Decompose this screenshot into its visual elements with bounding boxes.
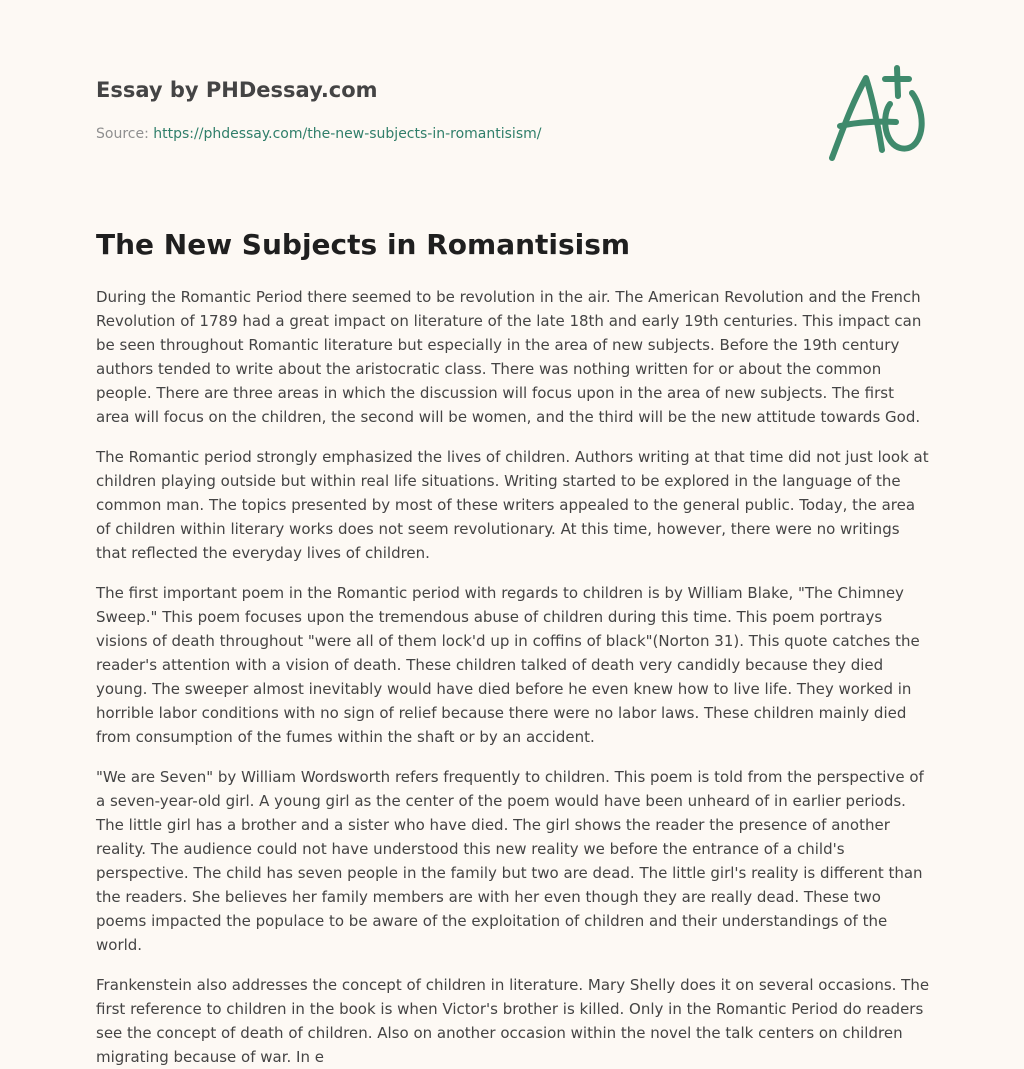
essay-paragraph-4: "We are Seven" by William Wordsworth refers frequently to children. This poem is told from the perspective of a seven-year-old girl. A young girl as the center of the poem would have been unheard of in earlier periods. The little girl has a brother and a sister who have died. The girl shows the reader the presence of another reality. The audience could not have understood this new reality we before the entrance of a child's perspective. The child has seven people in the family but two are dead. The little girl's reality is different than the readers. She believes her family members are with her even though they are really dead. These two poems impacted the populace to be aware of the exploitation of children and their understandings of the world. <box>96 768 924 954</box>
site-brand: Essay by PHDessay.com <box>96 78 378 102</box>
essay-paragraph-1: During the Romantic Period there seemed to be revolution in the air. The American Revolution and the French Revolution of 1789 had a great impact on literature of the late 18th and early 19th centuries. This impact can be seen throughout Romantic literature but especially in the area of new subjects. Before the 19th century authors tended to write about the aristocratic class. There was nothing written for or about the common people. There are three areas in which the discussion will focus upon in the area of new subjects. The first area will focus on the children, the second will be women, and the third will be the new attitude towards God. <box>96 288 922 426</box>
essay-paragraph-3: The first important poem in the Romantic period with regards to children is by William Blake, "The Chimney Sweep." This poem focuses upon the tremendous abuse of children during this time. This poem portrays visions of death throughout "were all of them lock'd up in coffins of black"(Norton 31). This quote catches the reader's attention with a vision of death. These children talked of death very candidly because they died young. The sweeper almost inevitably would have died before he even knew how to live life. They worked in horrible labor conditions with no sign of relief because there were no labor laws. These children mainly died from consumption of the fumes within the shaft or by an accident. <box>96 584 920 746</box>
essay-header <box>96 76 796 144</box>
a-plus-logo-icon <box>820 66 930 166</box>
essay-title: The New Subjects in Romantisism <box>96 228 631 261</box>
essay-paragraph-5: Frankenstein also addresses the concept of children in literature. Mary Shelly does it on several occasions. The first reference to children in the book is when Victor's brother is killed. Only in the Romantic Period do readers see the concept of death of children. Also on another occasion within the novel the talk centers on children migrating because of war. In e <box>96 976 930 1066</box>
essay-paragraph-2: The Romantic period strongly emphasized the lives of children. Authors writing at that time did not just look at children playing outside but within real life situations. Writing started to be explored in the language of the common man. The topics presented by most of these writers appealed to the general public. Today, the area of children within literary works does not seem revolutionary. At this time, however, there were no writings that reflected the everyday lives of children. <box>96 448 929 562</box>
essay-body <box>96 285 930 1066</box>
source-label: Source: <box>96 126 149 142</box>
source-link[interactable]: https://phdessay.com/the-new-subjects-in-romantisism/ <box>153 126 542 142</box>
source-line <box>96 124 796 144</box>
